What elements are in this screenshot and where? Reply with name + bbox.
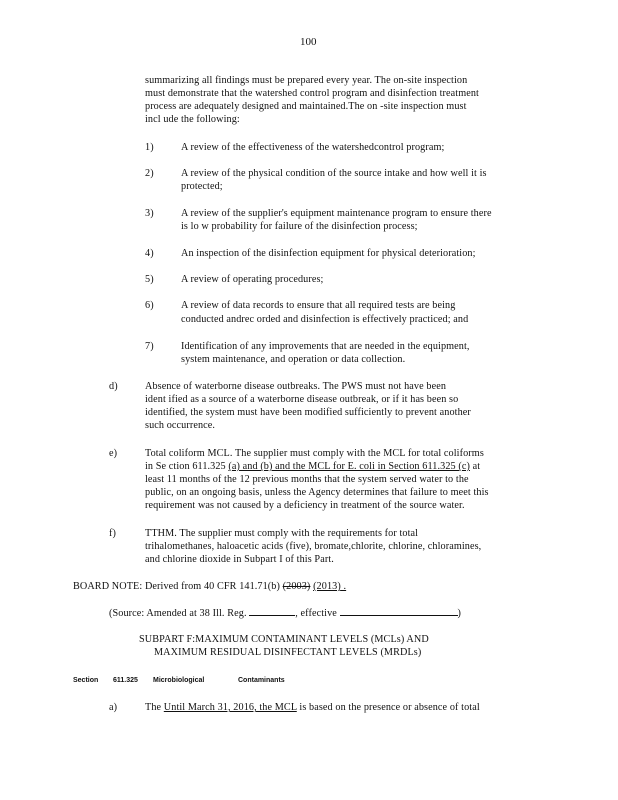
board-note [73,580,346,593]
para-f-line: and chlorine dioxide in Subpart I of this Part. [145,554,334,565]
inserted-text: (a) and (b) and the MCL for E. coli in Section 611.325 (c) [228,461,470,472]
para-a-line [145,701,480,714]
subpart-heading: MAXIMUM RESIDUAL DISINFECTANT LEVELS (MRDLs) [154,647,422,658]
para-d-line: Absence of waterborne disease outbreaks. The PWS must not have been [145,381,447,392]
board-note-text: BOARD NOTE: Derived from 40 CFR 141.71(b) [73,581,283,592]
list-item-number: 4) [145,248,154,259]
page-number: 100 [300,36,317,48]
inserted-text: Until March 31, 2016, the MCL [163,702,297,713]
section-title: Microbiological [153,677,205,684]
intro-line: must demonstrate that the watershed control program and disinfection treatment [145,88,479,99]
subpart-heading: SUBPART F:MAXIMUM CONTAMINANT LEVELS (MCLs) AND [139,634,429,645]
list-item-text: protected; [181,181,223,192]
source-close: ) [457,608,462,619]
list-item-text: A review of operating procedures; [181,274,324,285]
list-item-number: 6) [145,300,154,311]
para-f-line: TTHM. The supplier must comply with the requirements for total [145,528,419,539]
para-a-label: a) [109,702,118,713]
para-e-line: public, on an ongoing basis, unless the Agency determines that failure to meet this [145,487,489,498]
list-item-number: 7) [145,341,154,352]
para-e-line [145,460,480,473]
section-number: 611.325 [113,677,138,684]
register-page-blank [249,606,295,616]
para-e-line: requirement was not caused by a deficiency in treatment of the source water. [145,500,465,511]
para-d-line: identified, the system must have been modified sufficiently to prevent another [145,407,471,418]
source-text: (Source: Amended at 38 Ill. Reg. [109,608,247,619]
list-item-number: 1) [145,142,154,153]
para-e-line: least 11 months of the 12 previous months that the system served water to the [145,474,469,485]
list-item-text: is lo w probability for failure of the disinfection process; [181,221,418,232]
source-note [109,606,461,620]
list-item-text: A review of data records to ensure that all required tests are being [181,300,456,311]
list-item-number: 3) [145,208,154,219]
para-a-text: The [145,702,164,713]
section-title: Contaminants [238,677,285,684]
para-e-text: in Se ction 611.325 [145,461,229,472]
effective-date-blank [340,606,458,616]
inserted-text: (2013) [313,581,341,592]
list-item-text: Identification of any improvements that are needed in the equipment, [181,341,470,352]
list-item-text: A review of the physical condition of the source intake and how well it is [181,168,487,179]
para-a-text: is based on the presence or absence of total [296,702,480,713]
intro-line: summarizing all findings must be prepared every year. The on-site inspection [145,75,468,86]
intro-line: incl ude the following: [145,114,240,125]
list-item-text: conducted andrec orded and disinfection is effectively practiced; and [181,314,469,325]
intro-line: process are adequately designed and maintained.The on -site inspection must [145,101,467,112]
board-note-end: . [340,581,347,592]
deleted-text: (2003) [282,581,311,592]
para-d-label: d) [109,381,118,392]
list-item-text: system maintenance, and operation or data collection. [181,354,406,365]
list-item-number: 2) [145,168,154,179]
source-effective: , effective [295,608,337,619]
list-item-text: A review of the effectiveness of the watershedcontrol program; [181,142,445,153]
list-item-text: An inspection of the disinfection equipment for physical deterioration; [181,248,476,259]
para-e-label: e) [109,448,118,459]
list-item-text: A review of the supplier's equipment maintenance program to ensure there [181,208,492,219]
para-f-line: trihalomethanes, haloacetic acids (five), bromate,chlorite, chlorine, chloramines, [145,541,482,552]
para-e-line: Total coliform MCL. The supplier must comply with the MCL for total coliforms [145,448,484,459]
para-f-label: f) [109,528,116,539]
section-label: Section [73,677,99,684]
para-e-text: at [469,461,481,472]
list-item-number: 5) [145,274,154,285]
para-d-line: ident ified as a source of a waterborne disease outbreak, or if it has been so [145,394,459,405]
para-d-line: such occurrence. [145,420,216,431]
